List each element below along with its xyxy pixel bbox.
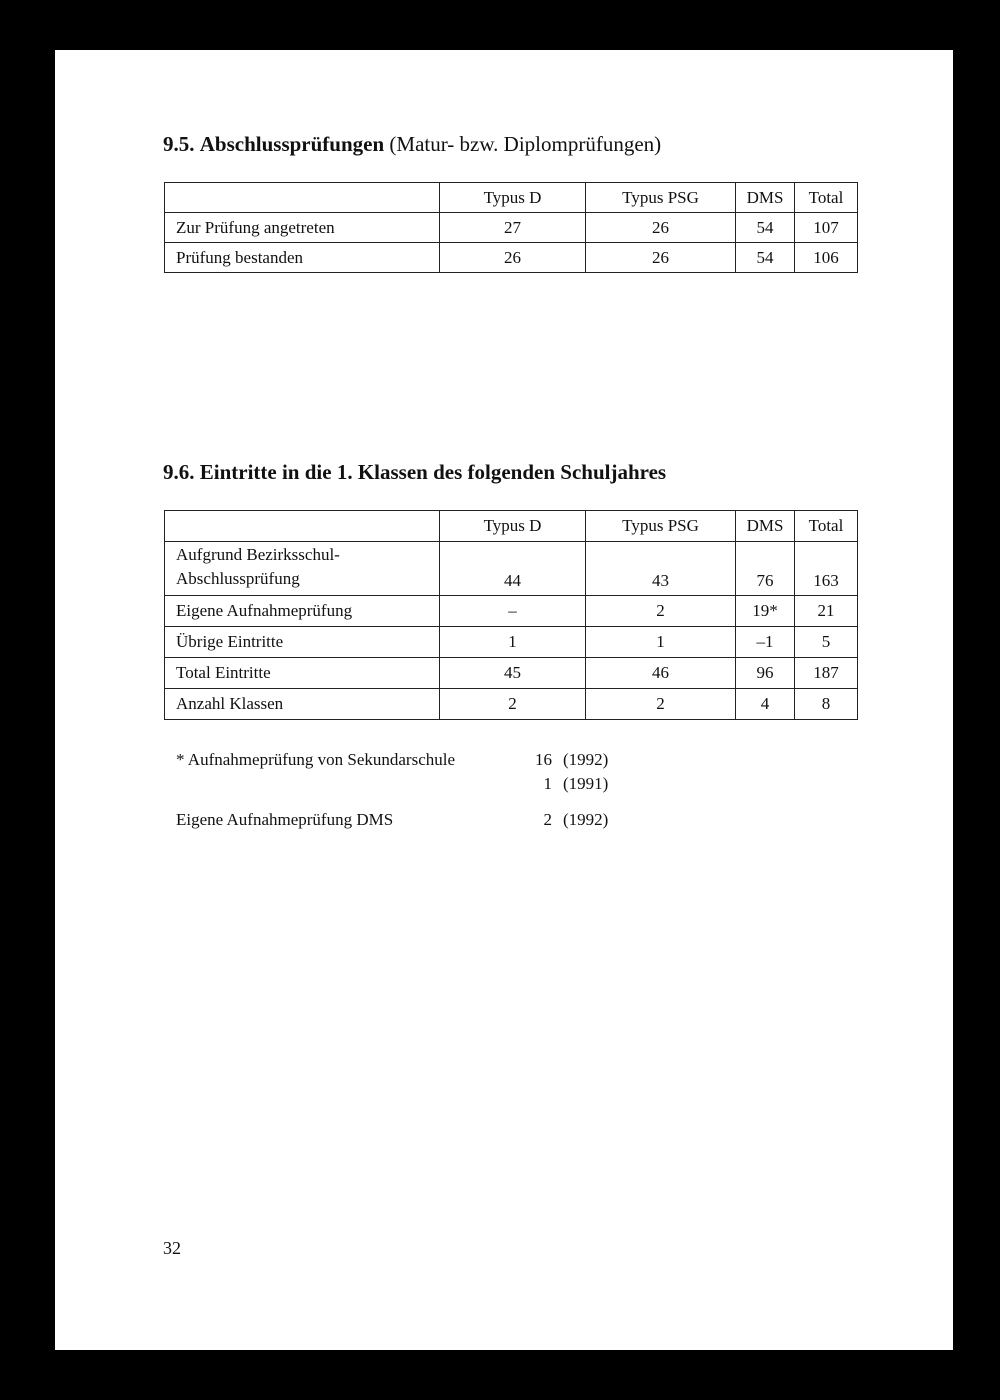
column-header: Total: [795, 183, 858, 213]
table-cell: 4: [736, 689, 795, 720]
footnote-count: 16: [535, 750, 552, 769]
document-page: [55, 50, 953, 1350]
column-header: [165, 511, 440, 542]
row-label: Eigene Aufnahmeprüfung: [165, 596, 440, 627]
table-cell: 2: [586, 689, 736, 720]
table-cell: 76: [736, 542, 795, 596]
table-cell: 106: [795, 243, 858, 273]
section-number: 9.5.: [163, 132, 195, 156]
section-title: Abschlussprüfungen: [199, 132, 385, 156]
column-header: Total: [795, 511, 858, 542]
section-subtitle: (Matur- bzw. Diplomprüfungen): [389, 132, 662, 156]
table-cell: 1: [440, 627, 586, 658]
column-header: DMS: [736, 511, 795, 542]
footnote-year: (1992): [563, 810, 609, 829]
table-cell: 54: [736, 213, 795, 243]
table-cell: 5: [795, 627, 858, 658]
table-cell: –: [440, 596, 586, 627]
table-row: [165, 658, 858, 689]
table-cell: –1: [736, 627, 795, 658]
table-cell: 26: [440, 243, 586, 273]
table-cell: 26: [586, 213, 736, 243]
row-label: Total Eintritte: [165, 658, 440, 689]
row-label-line: Abschlussprüfung: [176, 569, 300, 588]
footnote-label: Eigene Aufnahmeprüfung DMS: [176, 810, 394, 829]
section-heading-9-6: [163, 460, 666, 485]
row-label-line: Aufgrund Bezirksschul-: [176, 545, 340, 564]
row-label: Prüfung bestanden: [165, 243, 440, 273]
table-row: [165, 542, 858, 596]
table-cell: 163: [795, 542, 858, 596]
table-row: [165, 213, 858, 243]
footnote-count: 2: [543, 810, 552, 829]
table-cell: 96: [736, 658, 795, 689]
table-cell: 8: [795, 689, 858, 720]
table-cell: 43: [586, 542, 736, 596]
table-row: [165, 243, 858, 273]
table-cell: 1: [586, 627, 736, 658]
table-row: [165, 689, 858, 720]
row-label: Zur Prüfung angetreten: [165, 213, 440, 243]
footnote-year: (1991): [563, 774, 609, 793]
row-label: Übrige Eintritte: [165, 627, 440, 658]
footnote-count: 1: [543, 774, 552, 793]
table-cell: 54: [736, 243, 795, 273]
section-number: 9.6.: [163, 460, 195, 484]
table-header-row: [165, 183, 858, 213]
table-cell: 26: [586, 243, 736, 273]
table-cell: 2: [586, 596, 736, 627]
column-header: Typus PSG: [586, 183, 736, 213]
exam-results-table: [164, 182, 858, 273]
page-number: 32: [163, 1238, 181, 1258]
section-heading-9-5: [163, 132, 661, 157]
table-cell: 21: [795, 596, 858, 627]
column-header: Typus PSG: [586, 511, 736, 542]
column-header: Typus D: [440, 183, 586, 213]
footnote-year: (1992): [563, 750, 609, 769]
table-cell: 44: [440, 542, 586, 596]
table-header-row: [165, 511, 858, 542]
admissions-table: [164, 510, 858, 720]
table-cell: 187: [795, 658, 858, 689]
column-header: [165, 183, 440, 213]
table-cell: 27: [440, 213, 586, 243]
table-row: [165, 627, 858, 658]
table-cell: 45: [440, 658, 586, 689]
column-header: DMS: [736, 183, 795, 213]
table-cell: 46: [586, 658, 736, 689]
table-row: [165, 596, 858, 627]
row-label: Anzahl Klassen: [165, 689, 440, 720]
table-cell: 107: [795, 213, 858, 243]
table-cell: 2: [440, 689, 586, 720]
footnote-label: * Aufnahmeprüfung von Sekundarschule: [176, 750, 456, 769]
column-header: Typus D: [440, 511, 586, 542]
table-cell: 19*: [736, 596, 795, 627]
section-title: Eintritte in die 1. Klassen des folgenden Schuljahres: [199, 460, 667, 484]
row-label: [165, 542, 440, 596]
